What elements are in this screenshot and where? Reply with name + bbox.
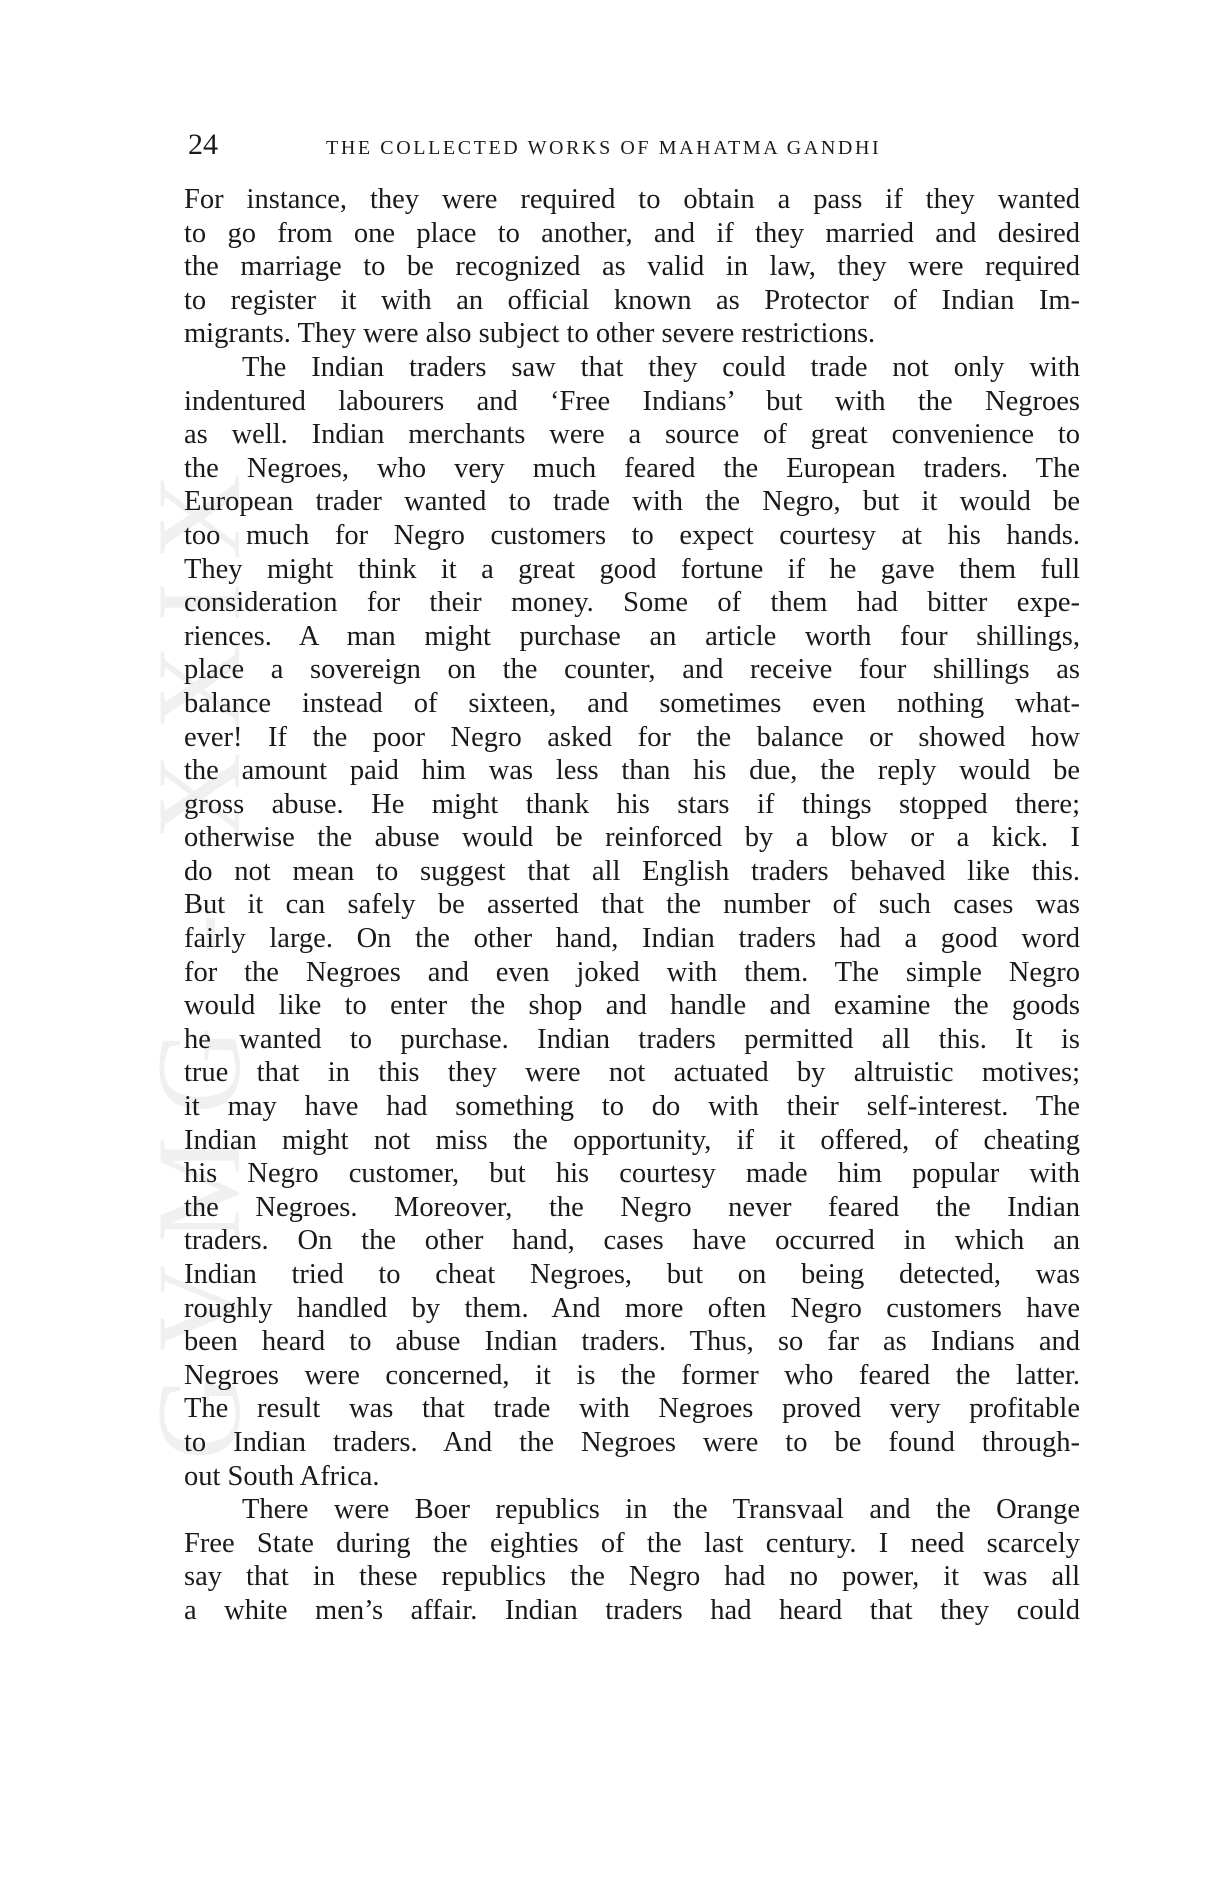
text-line: as well. Indian merchants were a source of great convenience to [184, 419, 1080, 451]
text-line: to go from one place to another, and if they married and desired [184, 217, 1080, 249]
text-line: he wanted to purchase. Indian traders permitted all this. It is [184, 1023, 1080, 1055]
text-line: true that in this they were not actuated by altruistic motives; [184, 1057, 1080, 1089]
text-line: consideration for their money. Some of them had bitter expe- [184, 587, 1080, 619]
text-line: gross abuse. He might thank his stars if things stopped there; [184, 788, 1080, 820]
text-line: Free State during the eighties of the last century. I need scarcely [184, 1527, 1080, 1559]
text-line: place a sovereign on the counter, and receive four shillings as [184, 654, 1080, 686]
text-line: They might think it a great good fortune if he gave them full [184, 553, 1080, 585]
text-line: traders. On the other hand, cases have occurred in which an [184, 1225, 1080, 1257]
text-line: riences. A man might purchase an article worth four shillings, [184, 620, 1080, 652]
text-line: ever! If the poor Negro asked for the balance or showed how [184, 721, 1080, 753]
text-line: a white men’s affair. Indian traders had heard that they could [184, 1594, 1080, 1626]
text-line: say that in these republics the Negro had no power, it was all [184, 1561, 1080, 1593]
text-line: migrants. They were also subject to other severe restrictions. [184, 318, 876, 350]
text-line: been heard to abuse Indian traders. Thus, so far as Indians and [184, 1326, 1080, 1358]
text-line: would like to enter the shop and handle and examine the goods [184, 990, 1080, 1022]
paragraph [184, 1493, 1080, 1627]
text-line: the marriage to be recognized as valid in law, they were required [184, 251, 1080, 283]
text-line: it may have had something to do with their self-interest. The [184, 1091, 1080, 1123]
watermark: GVMG - XXIX [132, 451, 265, 1460]
text-line: roughly handled by them. And more often Negro customers have [184, 1292, 1080, 1324]
text-line: The result was that trade with Negroes proved very profitable [184, 1393, 1080, 1425]
text-line: for the Negroes and even joked with them. The simple Negro [184, 956, 1080, 988]
text-line: The Indian traders saw that they could trade not only with [242, 351, 1080, 383]
text-line: fairly large. On the other hand, Indian traders had a good word [184, 923, 1080, 955]
text-line: balance instead of sixteen, and sometimes even nothing what- [184, 687, 1080, 719]
text-line: indentured labourers and ‘Free Indians’ but with the Negroes [184, 385, 1080, 417]
text-line: the amount paid him was less than his due, the reply would be [184, 755, 1080, 787]
body-text [184, 183, 1080, 1628]
running-title: THE COLLECTED WORKS OF MAHATMA GANDHI [326, 137, 882, 159]
text-line: his Negro customer, but his courtesy made him popular with [184, 1158, 1080, 1190]
text-line: Negroes were concerned, it is the former who feared the latter. [184, 1359, 1080, 1391]
text-line: the Negroes, who very much feared the European traders. The [184, 452, 1080, 484]
text-line: For instance, they were required to obtain a pass if they wanted [184, 184, 1080, 215]
text-line: to Indian traders. And the Negroes were to be found through- [184, 1426, 1080, 1458]
text-line: out South Africa. [184, 1460, 380, 1492]
text-line: otherwise the abuse would be reinforced by a blow or a kick. I [184, 822, 1080, 854]
page-number: 24 [188, 128, 218, 161]
text-line: do not mean to suggest that all English traders behaved like this. [184, 855, 1080, 887]
paragraph [184, 183, 1080, 351]
text-line: But it can safely be asserted that the number of such cases was [184, 889, 1080, 921]
text-line: to register it with an official known as Protector of Indian Im- [184, 284, 1080, 316]
text-line: Indian might not miss the opportunity, if it offered, of cheating [184, 1124, 1080, 1156]
page-header [188, 128, 1078, 168]
text-line: too much for Negro customers to expect courtesy at his hands. [184, 519, 1080, 551]
text-line: the Negroes. Moreover, the Negro never feared the Indian [184, 1191, 1080, 1223]
text-line: Indian tried to cheat Negroes, but on being detected, was [184, 1259, 1080, 1290]
text-line: There were Boer republics in the Transvaal and the Orange [242, 1494, 1080, 1526]
text-line: European trader wanted to trade with the Negro, but it would be [184, 486, 1080, 518]
paragraph [184, 351, 1080, 1493]
